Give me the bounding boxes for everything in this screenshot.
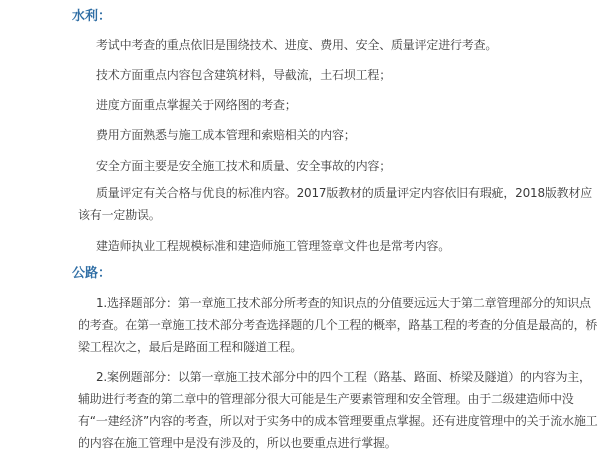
section-heading-highway: 公路： [72, 266, 112, 281]
section-heading-water: 水利： [72, 9, 112, 24]
paragraph: 进度方面重点掌握关于网络图的考查； [96, 98, 297, 112]
paragraph: 质量评定有关合格与优良的标准内容。2017版教材的质量评定内容依旧有瑕疵，2018版教材应该有一定勘误。 [78, 186, 593, 222]
paragraph: 1.选择题部分：第一章施工技术部分所考查的知识点的分值要远远大于第二章管理部分的知识点的考查。在第一章施工技术部分考查选择题的几个工程的概率，路基工程的考查的分值是最高的，桥梁工程次之，最后是路面工程和隧道工程。 [78, 296, 598, 354]
paragraph: 安全方面主要是安全施工技术和质量、安全事故的内容； [96, 159, 392, 173]
paragraph: 2.案例题部分：以第一章施工技术部分中的四个工程（路基、路面、桥梁及隧道）的内容为主，辅助进行考查的第二章中的管理部分很大可能是生产要素管理和安全管理。由于二级建造师中没有“一建经济”内容的考查，所以对于实务中的成本管理要重点掌握。还有进度管理中的关于流水施工的内容在施工管理中是没有涉及的，所以也要重点进行掌握。 [78, 370, 598, 450]
paragraph: 费用方面熟悉与施工成本管理和索赔相关的内容； [96, 128, 356, 142]
paragraph: 技术方面重点内容包含建筑材料，导截流，土石坝工程； [96, 68, 392, 82]
paragraph: 建造师执业工程规模标准和建造师施工管理签章文件也是常考内容。 [96, 239, 451, 253]
paragraph: 考试中考查的重点依旧是围绕技术、进度、费用、安全、质量评定进行考查。 [96, 38, 498, 52]
